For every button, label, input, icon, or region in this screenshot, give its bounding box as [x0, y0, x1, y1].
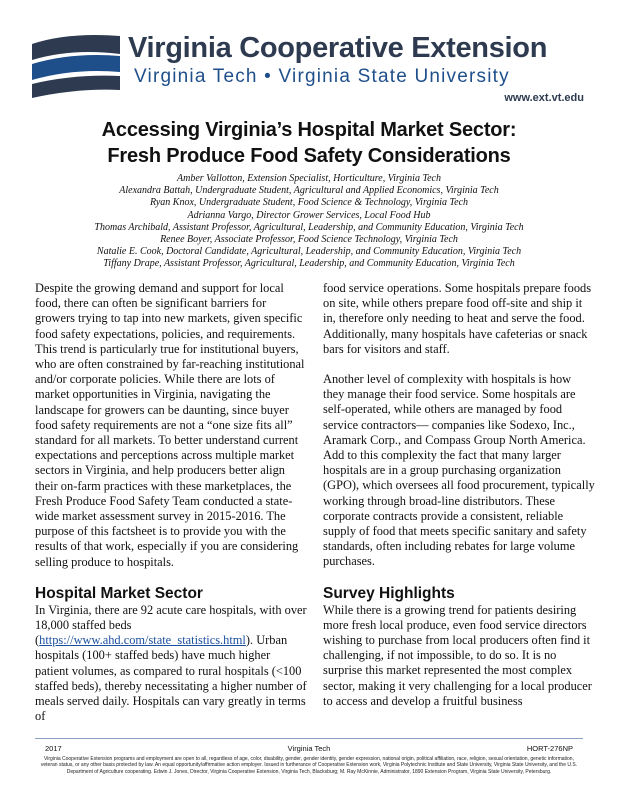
author-list: [0, 173, 618, 271]
document-title-line-1: Accessing Virginia’s Hospital Market Sector:: [101, 119, 517, 141]
footer-year: 2017: [45, 744, 62, 753]
intro-paragraph: Despite the growing demand and support for local food, there can often be significant barriers for growers trying to tap into new markets, given specific food safety expectations, policies, and requirements. This trend is particularly true for institutional buyers, who are often constrained by far-reaching institutional and/or corporate policies. While there are lots of market opportunities in Virginia, navigating the landscape for growers can be daunting, since buyer food safety requirements are not a “one size fits all” standard for all markets. To better understand current expectations and perceptions across multiple market sectors in Virginia, and help producers better align their on-farm practices with these marketplaces, the Fresh Produce Food Safety Team conducted a state-wide market assessment survey in 2015-2016. The purpose of this factsheet is to provide you with the results of that work, especially if you are considering selling produce to hospitals.: [35, 281, 305, 569]
footer-divider: [35, 738, 583, 739]
hospital-market-heading: Hospital Market Sector: [35, 584, 203, 602]
paragraph-text: In Virginia, there are 92 acute care hospitals, with over 18,000 staffed beds (: [35, 602, 307, 648]
footer-code: HORT-276NP: [526, 744, 573, 753]
organization-subtitle: Virginia Tech • Virginia State University: [134, 66, 510, 87]
survey-highlights-paragraph: While there is a growing trend for patients desiring more fresh local produce, even food service directors wishing to purchase from local producers often find it challenging, if not impossible, to do so. It is no surprise this market represented the most complex sector, making it very challenging for a local producer to access and develop a fruitful business: [323, 602, 592, 708]
vce-logo-icon: [28, 26, 124, 106]
author-line: Alexandra Battah, Undergraduate Student, Agricultural and Applied Economics, Virginia Tech: [119, 185, 499, 197]
organization-title: Virginia Cooperative Extension: [128, 32, 548, 64]
food-service-paragraph: food service operations. Some hospitals prepare foods on site, while others prepare food off-site and ship it in, therefore only needing to heat and serve the food. Additionally, many hospitals have cafeterias or snack bars for visitors and staff.: [323, 281, 592, 356]
left-column: [35, 281, 307, 724]
author-line: Tiffany Drape, Assistant Professor, Agricultural, Leadership, and Community Education, Virginia Tech: [103, 258, 515, 270]
right-column: [323, 281, 595, 709]
author-line: Natalie E. Cook, Doctoral Candidate, Agricultural, Leadership, and Community Education, Virginia Tech: [96, 246, 522, 258]
author-line: Ryan Knox, Undergraduate Student, Food Science & Technology, Virginia Tech: [149, 197, 469, 209]
footer-disclaimer: Virginia Cooperative Extension programs and employment are open to all, regardless of age, color, disability, gender, gender identity, gender expression, national origin, political affiliation, race, religion, sexual orientation, genetic information, veteran status, or any other basis protected by law. An equal opportunity/affirmative action employer. Issued in furtherance of Cooperative Extension work, Virginia Polytechnic Institute and State University, Virginia State University, and the U.S. Department of Agriculture cooperating. Edwin J. Jones, Director, Virginia Cooperative Extension, Virginia Tech, Blacksburg; M. Ray McKinnie, Administrator, 1890 Extension Program, Virginia State University, Petersburg.: [40, 756, 578, 775]
author-line: Amber Vallotton, Extension Specialist, Horticulture, Virginia Tech: [177, 173, 441, 184]
author-line: Thomas Archibald, Assistant Professor, Agricultural, Leadership, and Community Education, Virginia Tech: [94, 221, 524, 233]
paragraph-text: ). Urban hospitals (100+ staffed beds) have much higher patient volumes, as compared to rural hospitals (<100 staffed beds), thereby necessitating a higher number of meals served daily. Hospitals can vary greatly in terms of: [35, 633, 307, 724]
hospital-market-paragraph: [35, 603, 307, 725]
statistics-link[interactable]: https://www.ahd.com/state_statistics.html: [39, 633, 246, 648]
organization-url[interactable]: www.ext.vt.edu: [504, 92, 584, 104]
survey-highlights-heading: Survey Highlights: [323, 584, 455, 602]
document-title-line-2: Fresh Produce Food Safety Considerations: [107, 145, 511, 167]
complexity-paragraph: Another level of complexity with hospitals is how they manage their food service. Some hospitals are self-operated, while others are managed by food service contractors— companies like Sodexo, Inc., Aramark Corp., and Compass Group North America. Add to this complexity the fact that many larger hospitals are in a group purchasing organization (GPO), which oversees all food procurement, typically working through broad-line distributors. These corporate contracts provide a consistent, reliable supply of food that meets specific sanitary and safety standards, often including rebates for large volume purchases.: [323, 372, 595, 569]
author-line: Renee Boyer, Associate Professor, Food Science Technology, Virginia Tech: [160, 234, 458, 246]
author-line: Adrianna Vargo, Director Grower Services, Local Food Hub: [187, 209, 431, 221]
footer-institution: Virginia Tech: [287, 744, 331, 753]
